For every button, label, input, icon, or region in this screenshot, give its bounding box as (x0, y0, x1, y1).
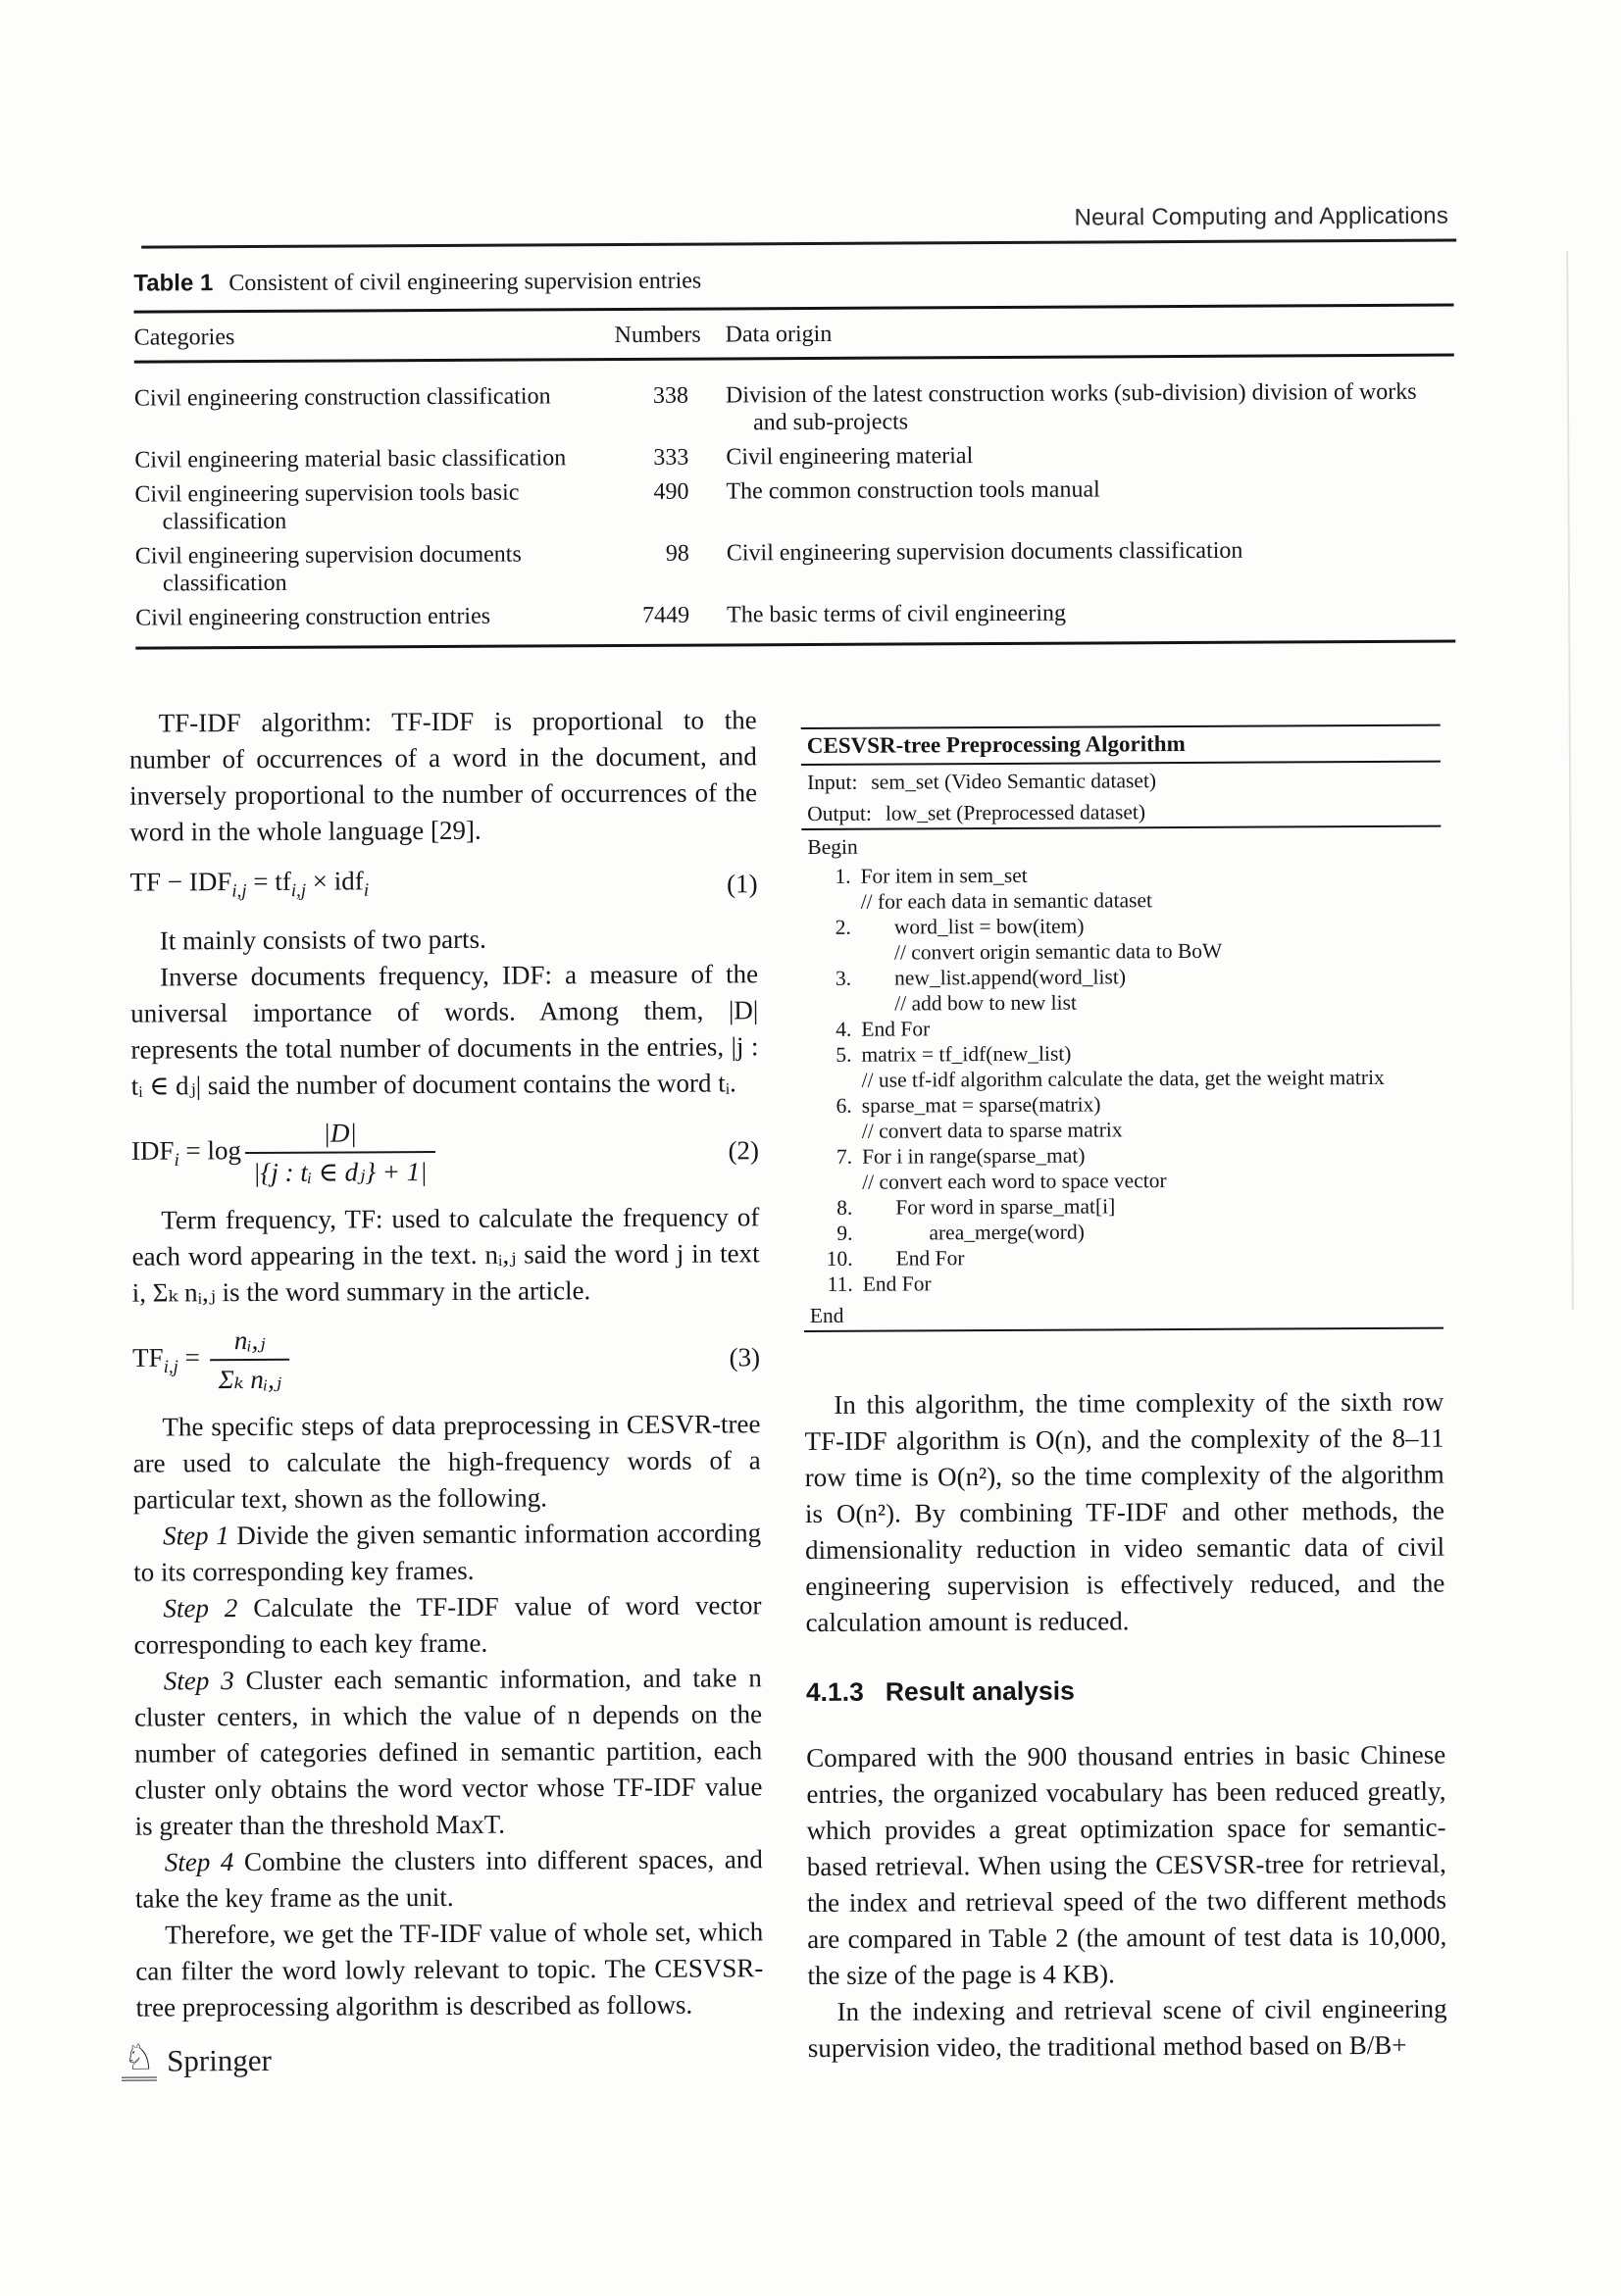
line-number (803, 1170, 854, 1195)
number-cell: 490 (653, 478, 689, 505)
table1-caption (133, 264, 1453, 298)
number-cell: 333 (653, 444, 689, 471)
header-rule (141, 239, 1456, 249)
line-text: sparse_mat = sparse(matrix) (861, 1092, 1101, 1118)
line-text: // convert origin semantic data to BoW (893, 938, 1223, 965)
line-number: 4. (836, 1017, 852, 1041)
step-paragraph (135, 1842, 763, 1918)
steps-list (133, 1516, 763, 1918)
number-cell: 338 (652, 382, 689, 409)
journal-title: Neural Computing and Applications (1074, 202, 1449, 231)
category-cell: Civil engineering construction classification (133, 383, 551, 412)
origin-cell: Civil engineering material (726, 443, 974, 471)
springer-knight-icon: ♘ (122, 2041, 157, 2081)
line-text: End For (895, 1246, 965, 1271)
step-text: Cluster each semantic information, and take n cluster centers, in which the value of n depends on the number of categories defined in semantic partition, each cluster only obtains the word vector whose TF-IDF value is greater than the threshold MaxT. (133, 1663, 763, 1842)
category-cell: Civil engineering construction entries (135, 603, 491, 631)
line-number: 7. (836, 1144, 853, 1169)
table-row (135, 598, 1455, 632)
line-text: word_list = bow(item) (893, 914, 1085, 939)
algorithm-output: Output: low_set (Preprocessed dataset) (807, 800, 1146, 826)
line-text: new_list.append(word_list) (894, 965, 1127, 990)
step-label: Step 3 (163, 1666, 234, 1696)
equation-2-body: $IDF_i = \log$ $\frac{|D|}{\text{|\{j : tᵢ ∈ dⱼ\} + 1|}}$ (131, 1116, 721, 1189)
line-text: // use tf-idf algorithm calculate the data, get the weight matrix (861, 1065, 1385, 1092)
line-text: For word in sparse_mat[i] (895, 1194, 1116, 1220)
section-title: Result analysis (885, 1675, 1075, 1707)
paragraph-idf: Inverse documents frequency, IDF: a measure of the universal importance of words. Among them, |D| represents the total number of documents in the entries, |j : tᵢ ∈ dⱼ| said the number of document contains the word tᵢ. (130, 959, 759, 1102)
section-number: 4.1.3 (805, 1676, 864, 1708)
paragraph-compared: Compared with the 900 thousand entries in basic Chinese entries, the organized vocabulary has been reduced greatly, which provides a great optimization space for semantic-based retrieval. When using the CESVSR-tree for retrieval, the index and retrieval speed of the two different methods are compared in Table 2 (the amount of test data is 10,000, the size of the page is 4 KB). (806, 1739, 1447, 1991)
algorithm-line (803, 1090, 1443, 1119)
category-cell: Civil engineering supervision tools basic classification (134, 479, 520, 535)
equation-3-number: (3) (729, 1342, 761, 1373)
line-text: // add bow to new list (894, 990, 1078, 1016)
line-number (802, 991, 853, 1017)
step-label: Step 1 (162, 1521, 229, 1551)
equation-3-body: $TF_{i,j}$ = $\frac{\text{nᵢ,ⱼ}}{\text{Σₖ nᵢ,ⱼ}}$ (132, 1323, 722, 1396)
line-number: 10. (826, 1246, 853, 1271)
algorithm-line (802, 963, 1442, 991)
paragraph-indexing-scene: In the indexing and retrieval scene of civil engineering supervision video, the traditional method based on B/B+ (807, 1993, 1447, 2064)
origin-cell: Civil engineering supervision documents classification (726, 537, 1243, 567)
algorithm-line (804, 1269, 1444, 1297)
line-text: End For (862, 1272, 932, 1296)
algorithm-line (802, 886, 1442, 915)
line-number: 9. (836, 1221, 853, 1245)
table1 (133, 264, 1455, 650)
algorithm-line (802, 1039, 1442, 1068)
equation-1-body: TF − $IDF_{i,j} = tf_{i,j} \times idf_i$ (129, 866, 370, 902)
line-number: 2. (835, 915, 851, 939)
line-number: 3. (835, 966, 852, 990)
line-text: For i in range(sparse_mat) (861, 1143, 1086, 1169)
paragraph-two-parts: It mainly consists of two parts. (159, 924, 486, 956)
category-cell: Civil engineering material basic classification (134, 445, 567, 474)
line-text: // convert each word to space vector (862, 1169, 1167, 1194)
table-col-categories: Categories (133, 324, 235, 351)
line-number: 6. (836, 1093, 852, 1118)
algorithm-line (803, 1065, 1443, 1093)
algorithm-line (802, 937, 1442, 966)
line-number: 1. (835, 864, 851, 888)
algorithm-line (802, 988, 1442, 1017)
origin-cell: The basic terms of civil engineering (727, 600, 1067, 628)
step-text: Calculate the TF-IDF value of word vector corresponding to each key frame. (133, 1590, 762, 1661)
line-number: 5. (836, 1042, 852, 1067)
table-row (134, 440, 1454, 474)
paragraph-specific-steps: The specific steps of data preprocessing in CESVR-tree are used to calculate the high-frequency words of a particular text, shown as the following. (132, 1409, 761, 1516)
line-text: // convert data to sparse matrix (861, 1118, 1123, 1143)
step-text: Combine the clusters into different spaces, and take the key frame as the unit. (134, 1844, 763, 1915)
algorithm-lines (801, 859, 1443, 1299)
algorithm-line (803, 1141, 1443, 1170)
algorithm-begin: Begin (807, 834, 858, 860)
step-paragraph (134, 1661, 763, 1845)
step-paragraph (133, 1588, 761, 1664)
algorithm-line (804, 1243, 1444, 1272)
table-body (134, 357, 1455, 647)
line-number: 11. (827, 1272, 853, 1296)
table-row (135, 536, 1455, 598)
number-cell: 98 (665, 540, 689, 567)
line-number (802, 940, 853, 966)
algorithm-line (803, 1192, 1443, 1221)
step-text: Divide the given semantic information according to its corresponding key frames. (133, 1518, 762, 1588)
table-row (134, 474, 1454, 536)
step-label: Step 2 (163, 1593, 238, 1623)
line-text: For item in sem_set (860, 863, 1028, 888)
publisher-name: Springer (167, 2042, 272, 2078)
body-left-column (129, 702, 764, 2026)
number-cell: 7449 (642, 602, 690, 628)
equation-1 (129, 861, 757, 910)
table-row (134, 378, 1454, 440)
line-number (802, 889, 853, 915)
table1-caption-label: Table 1 (133, 270, 214, 297)
publisher-footer (122, 2037, 272, 2081)
equation-2 (131, 1116, 759, 1189)
algorithm-line (803, 1116, 1443, 1144)
category-cell: Civil engineering supervision documents classification (134, 541, 522, 597)
equation-2-number: (2) (728, 1135, 760, 1166)
table1-caption-text: Consistent of civil engineering supervision entries (228, 268, 702, 297)
algorithm-end: End (809, 1303, 844, 1328)
algorithm-line (802, 912, 1442, 940)
fraction: $\frac{\text{nᵢ,ⱼ}}{\text{Σₖ nᵢ,ⱼ}}$ (210, 1324, 289, 1395)
line-text: // for each data in semantic dataset (860, 888, 1153, 914)
paragraph-tf: Term frequency, TF: used to calculate the frequency of each word appearing in the text. nᵢ,ⱼ said the word j in text i, Σₖ nᵢ,ⱼ is the word summary in the article. (131, 1202, 760, 1309)
step-label: Step 4 (164, 1847, 234, 1877)
algorithm-output-label: Output: (807, 801, 872, 826)
algorithm-line (801, 861, 1441, 889)
line-text: matrix = tf_idf(new_list) (861, 1041, 1072, 1067)
body-right-column (801, 724, 1447, 2067)
algorithm-input: Input: sem_set (Video Semantic dataset) (806, 769, 1157, 795)
line-number: 8. (836, 1195, 853, 1220)
line-number (803, 1068, 854, 1093)
table-col-numbers: Numbers (614, 322, 701, 349)
algorithm-input-label: Input: (806, 770, 858, 795)
origin-cell: The common construction tools manual (726, 476, 1100, 505)
paragraph-complexity: In this algorithm, the time complexity of the sixth row TF-IDF algorithm is O(n), and the complexity of the 8–11 row time is O(n²), so the time complexity of the algorithm is O(n²). By combining TF-IDF and other methods, the dimensionality reduction in video semantic data of civil engineering supervision is effectively reduced, and the calculation amount is reduced. (804, 1386, 1445, 1638)
algorithm-box (801, 724, 1444, 1332)
section-heading-result-analysis (806, 1672, 1445, 1711)
table-header-row (134, 307, 1454, 361)
step-paragraph (133, 1516, 761, 1591)
algorithm-line (803, 1218, 1443, 1246)
equation-1-number: (1) (727, 868, 758, 899)
equation-3 (132, 1323, 760, 1396)
paragraph-therefore: Therefore, we get the TF-IDF value of whole set, which can filter the word lowly relevant to topic. The CESVSR-tree preprocessing algorithm is described as follows. (135, 1917, 764, 2023)
algorithm-title: CESVSR-tree Preprocessing Algorithm (806, 730, 1186, 759)
algorithm-line (803, 1167, 1443, 1195)
table-col-data-origin: Data origin (725, 321, 833, 348)
line-number (803, 1119, 854, 1144)
scan-edge-artifact (1566, 251, 1574, 1310)
origin-cell: Division of the latest construction works (sub-division) division of works and sub-projects (725, 378, 1417, 436)
line-text: End For (861, 1017, 931, 1041)
paragraph-tfidf-intro: TF-IDF algorithm: TF-IDF is proportional to the number of occurrences of a word in the document, and inversely proportional to the number of occurrences of the word in the whole language [29]. (128, 705, 758, 847)
line-text: area_merge(word) (929, 1220, 1085, 1245)
fraction: $\frac{|D|}{\text{|\{j : tᵢ ∈ dⱼ\} + 1|}}$ (245, 1117, 435, 1188)
algorithm-line (802, 1014, 1442, 1042)
